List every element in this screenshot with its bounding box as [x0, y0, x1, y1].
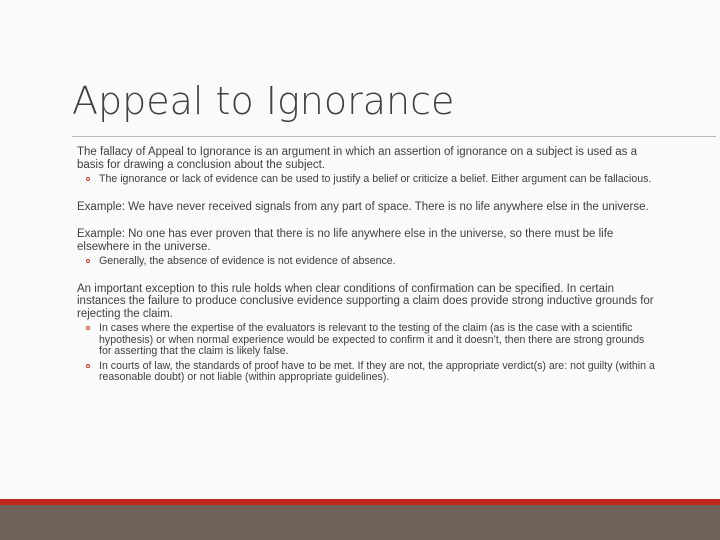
paragraph-definition: The fallacy of Appeal to Ignorance is an argument in which an assertion of ignorance on a subject is used as a basis for drawing a conclusion about the subject. — [77, 146, 638, 171]
footer-bar — [0, 505, 720, 540]
title-divider — [72, 136, 716, 137]
bullet-item — [99, 361, 655, 384]
paragraph-example-1: Example: We have never received signals from any part of space. There is no life anywhere else in the universe. — [77, 200, 649, 213]
bullet-text: In courts of law, the standards of proof have to be met. If they are not, the appropriate verdict(s) are: not guilty (within a reasonable doubt) or not liable (within appropriate guidelines). — [99, 359, 655, 383]
bullet-circle-icon — [86, 326, 90, 330]
bullet-circle-icon — [86, 259, 90, 263]
bullet-item — [99, 174, 655, 186]
slide-title: Appeal to Ignorance — [72, 79, 455, 123]
bullet-item — [99, 323, 655, 358]
bullet-text: The ignorance or lack of evidence can be used to justify a belief or criticize a belief. Either argument can be fallacious. — [99, 173, 652, 185]
slide-body — [77, 146, 655, 384]
bullet-circle-icon — [86, 177, 90, 181]
bullet-text: Generally, the absence of evidence is not evidence of absence. — [99, 255, 396, 267]
bullet-circle-icon — [86, 364, 90, 368]
bullet-text: In cases where the expertise of the evaluators is relevant to the testing of the claim (as is the case with a scientific hypothesis) or when normal experience would be expected to confirm it and it doesn’t, then there are strong grounds for asserting that the claim is likely false. — [99, 322, 645, 357]
bullet-item — [99, 256, 655, 268]
paragraph-exception: An important exception to this rule holds when clear conditions of confirmation can be specified. In certain instances the failure to produce conclusive evidence supporting a claim does provide strong inductive grounds for rejecting the claim. — [77, 282, 654, 320]
paragraph-example-2: Example: No one has ever proven that there is no life anywhere else in the universe, so there must be life elsewhere in the universe. — [77, 228, 614, 253]
